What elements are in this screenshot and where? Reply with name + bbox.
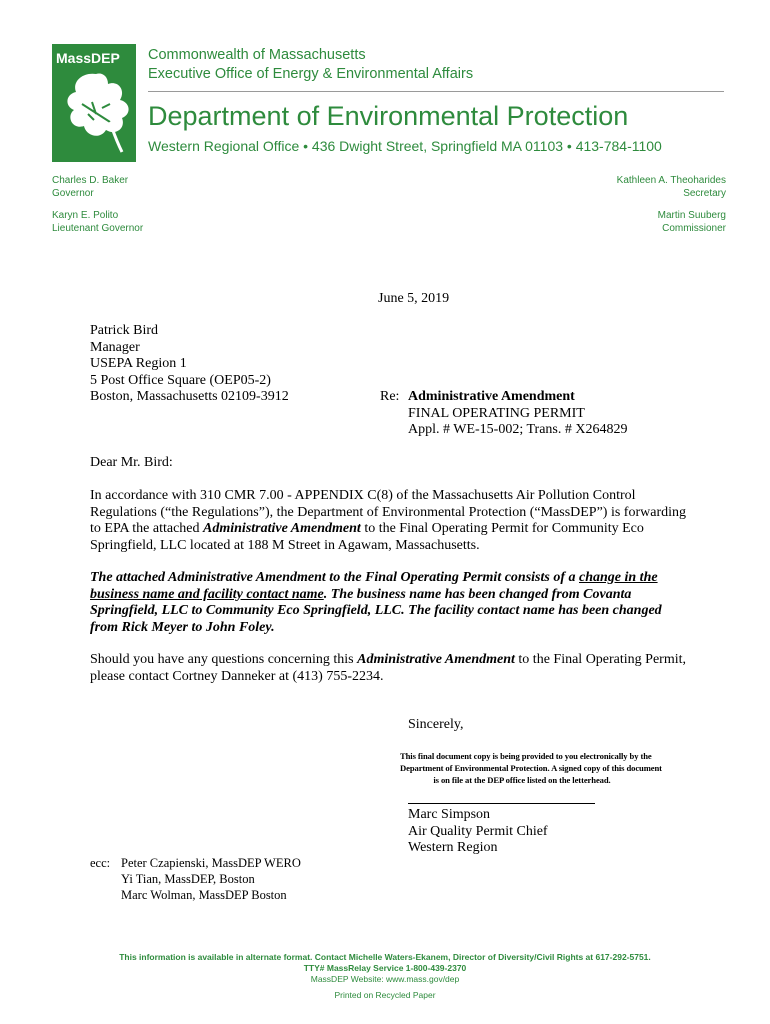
official-name: Martin Suuberg — [657, 210, 726, 221]
recipient-line: 5 Post Office Square (OEP05-2) — [90, 372, 271, 388]
letter-date: June 5, 2019 — [378, 291, 450, 306]
official-left-2 — [52, 210, 143, 235]
header-divider — [148, 91, 724, 92]
para-text: Should you have any questions concerning this — [90, 652, 358, 667]
ecc-recipient: Peter Czapienski, MassDEP WERO — [121, 856, 301, 870]
paragraph-3 — [90, 652, 690, 685]
official-name: Charles D. Baker — [52, 175, 129, 186]
para-emphasis: Administrative Amendment — [357, 652, 515, 667]
note-line: Department of Environmental Protection. A signed copy of this document — [400, 763, 662, 773]
note-line: is on file at the DEP office listed on the letterhead. — [433, 775, 611, 785]
ecc-recipient: Yi Tian, MassDEP, Boston — [121, 872, 255, 886]
official-right-1 — [617, 175, 726, 200]
re-label: Re: — [380, 389, 400, 404]
para-text: In accordance with 310 CMR 7.00 - APPENDIX C(8) of the Massachusetts Air Pollution Control Regulations (“the Regulations”), the Department of Environmental Protection (“MassDEP”) is forwarding to EPA the attached — [90, 488, 687, 536]
signer-name: Marc Simpson — [408, 807, 491, 822]
signer-block — [408, 807, 548, 857]
signer-title: Air Quality Permit Chief — [408, 823, 548, 839]
footer-website: MassDEP Website: www.mass.gov/dep — [310, 974, 460, 984]
ecc-label: ecc: — [90, 856, 111, 870]
office-address-line: Western Regional Office • 436 Dwight Street, Springfield MA 01103 • 413-784-1100 — [148, 138, 662, 154]
para-text: to the Final Operating Permit, please contact Cortney Danneker at (413) 755-2234. — [90, 652, 687, 684]
official-left-1 — [52, 175, 128, 200]
official-right-2 — [658, 210, 726, 235]
closing: Sincerely, — [408, 717, 464, 732]
para-emphasis: Administrative Amendment — [203, 521, 361, 536]
ecc-recipient: Marc Wolman, MassDEP Boston — [121, 888, 287, 902]
executive-office-line: Executive Office of Energy & Environmental Affairs — [148, 66, 474, 82]
footer-tty: TTY# MassRelay Service 1-800-439-2370 — [303, 963, 467, 973]
recipient-line: Boston, Massachusetts 02109-3912 — [90, 389, 289, 404]
para-text: . The business name has been changed from Covanta Springfield, LLC to Community Eco Springfield, LLC. The facility contact name has been changed from Rick Meyer to John Foley. — [90, 586, 662, 635]
re-application: Appl. # WE-15-002; Trans. # X264829 — [408, 422, 628, 437]
official-title: Lieutenant Governor — [52, 222, 144, 234]
recipient-line: USEPA Region 1 — [90, 356, 187, 371]
ecc-list — [121, 855, 301, 903]
para-text: to the Final Operating Permit for Community Eco Springfield, LLC located at 188 M Street in Agawam, Massachusetts. — [90, 521, 644, 553]
para-text: The attached Administrative Amendment to the Final Operating Permit consists of a — [90, 570, 579, 585]
recipient-line: Manager — [90, 339, 140, 355]
massdep-logo — [52, 44, 136, 162]
commonwealth-line: Commonwealth of Massachusetts — [148, 47, 366, 63]
recipient-line: Patrick Bird — [90, 323, 159, 338]
note-line: This final document copy is being provided to you electronically by the — [400, 751, 652, 761]
paragraph-1 — [90, 488, 690, 554]
official-title: Governor — [52, 187, 94, 199]
re-subject: Administrative Amendment — [408, 389, 575, 404]
department-title: Department of Environmental Protection — [148, 101, 629, 131]
re-block — [408, 389, 627, 439]
footer-recycled: Printed on Recycled Paper — [334, 990, 436, 1000]
para-underlined: change in the business name and facility contact name — [90, 570, 658, 602]
paragraph-2 — [90, 570, 690, 636]
official-name: Kathleen A. Theoharides — [616, 175, 726, 186]
re-permit: FINAL OPERATING PERMIT — [408, 405, 585, 421]
footer-alt-format: This information is available in alternate format. Contact Michelle Waters-Ekanem, Director of Diversity/Civil Rights at 617-292-5751. — [119, 952, 651, 962]
signature-note — [400, 750, 662, 786]
signer-region: Western Region — [408, 840, 498, 855]
logo-wordmark: MassDEP — [56, 50, 120, 66]
salutation: Dear Mr. Bird: — [90, 455, 173, 470]
official-title: Commissioner — [662, 222, 726, 234]
signature-line — [408, 803, 595, 804]
official-name: Karyn E. Polito — [52, 210, 119, 221]
recipient-address — [90, 323, 289, 406]
official-title: Secretary — [683, 187, 726, 199]
